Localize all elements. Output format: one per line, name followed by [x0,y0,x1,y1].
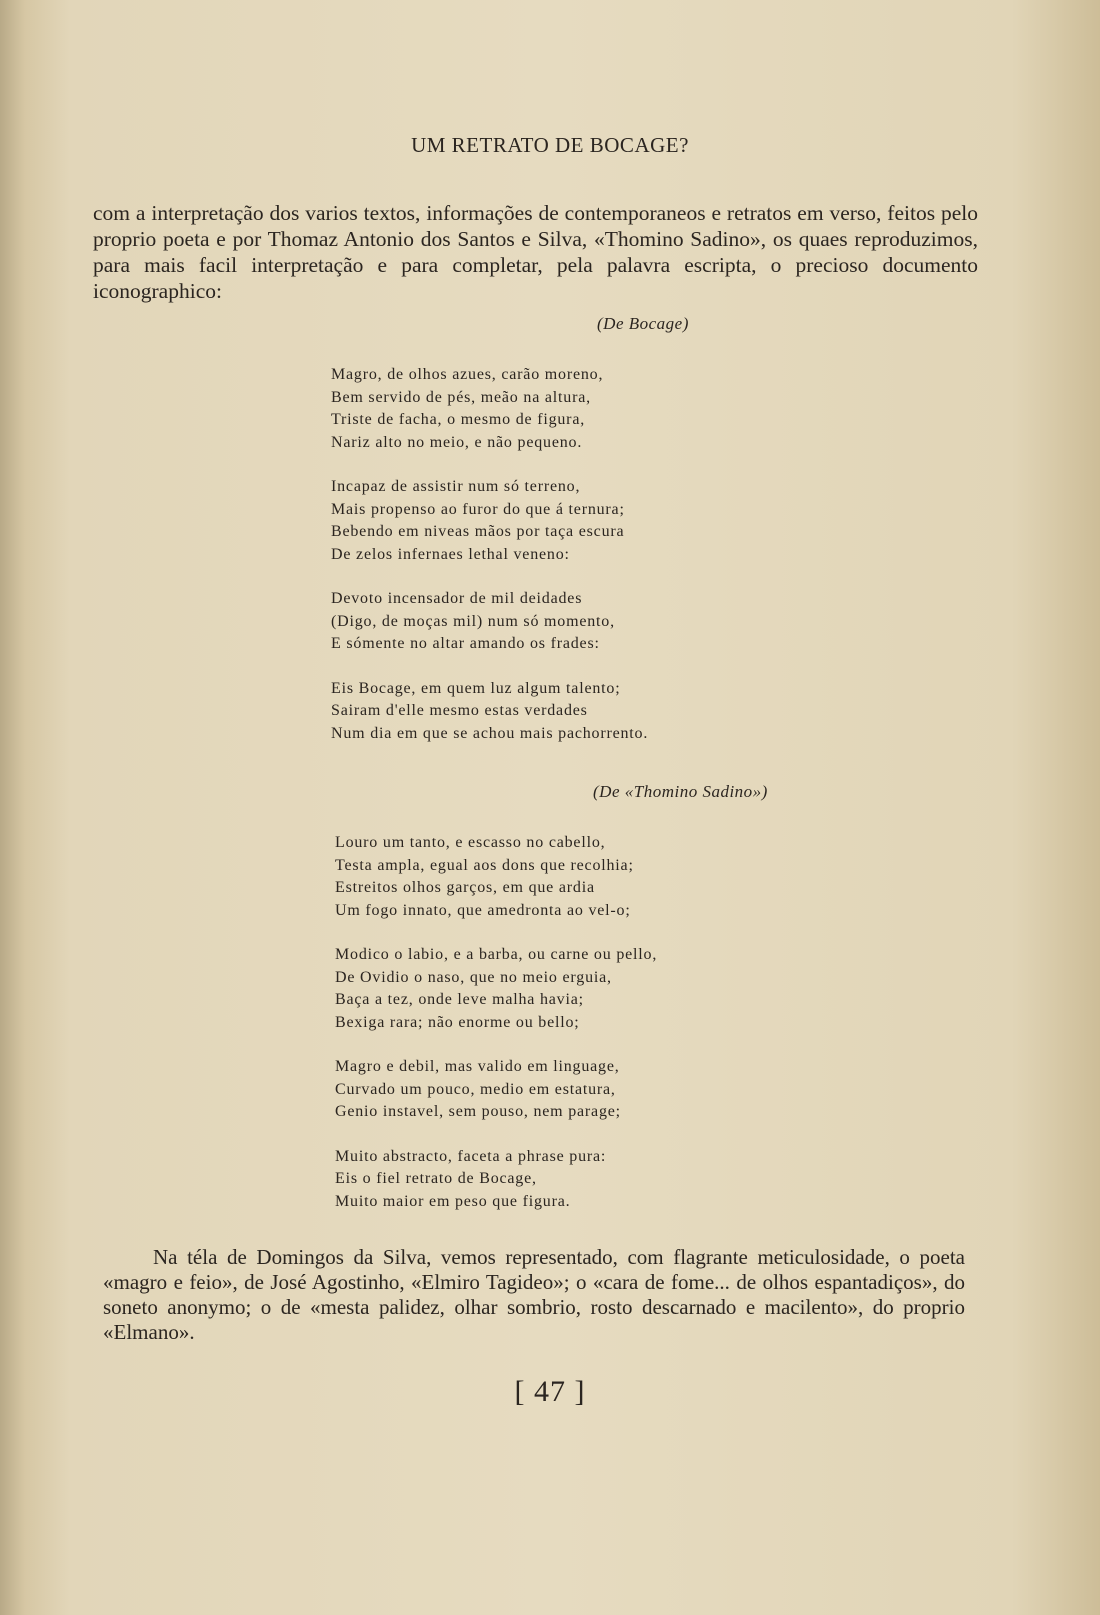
verse-line: E sómente no altar amando os frades: [331,635,600,652]
verse-line: Genio instavel, sem pouso, nem parage; [335,1103,621,1120]
verse-line: Muito maior em peso que figura. [335,1192,571,1210]
verse-line: Incapaz de assistir num só terreno, [331,478,581,495]
verse-line: Magro, de olhos azues, carão moreno, [331,366,604,383]
intro-paragraph [93,200,978,304]
verse-line: Baça a tez, onde leve malha havia; [335,991,584,1008]
verse-line: De Ovidio o naso, que no meio erguia, [335,968,612,986]
verse-line: Magro e debil, mas valido em linguage, [335,1058,620,1075]
verse-line: De zelos infernaes lethal veneno: [331,545,570,563]
page-number: [ 47 ] [514,1375,586,1408]
stanza [335,1146,657,1214]
poem-de-bocage [331,364,648,767]
intro-text: com a interpretação dos varios textos, informações de contemporaneos e retratos em verso, feitos pelo proprio poeta e por Thomaz Antonio dos Santos e Silva, «Thomino Sadino», os quaes reproduzimos, para mais facil interpretação e para completar, pela palavra escripta, o precioso documento iconographico: [93,201,978,303]
verse-line: Devoto incensador de mil deidades [331,590,583,607]
verse-line: Nariz alto no meio, e não pequeno. [331,433,583,451]
poem-attribution: (De Bocage) [597,314,689,333]
verse-line: Eis o fiel retrato de Bocage, [335,1170,537,1187]
stanza [331,678,648,746]
verse-line: Modico o labio, e a barba, ou carne ou pello, [335,946,658,963]
verse-line: Eis Bocage, em quem luz algum talento; [331,679,621,697]
poem-attribution: (De «Thomino Sadino») [593,782,768,801]
stanza [335,832,657,922]
stanza [331,476,648,566]
verse-line: Curvado um pouco, medio em estatura, [335,1080,616,1098]
verse-line: Bebendo em niveas mãos por taça escura [331,523,625,540]
stanza [335,1056,657,1124]
verse-line: Testa ampla, egual aos dons que recolhia; [335,856,634,874]
verse-line: Num dia em que se achou mais pachorrento. [331,724,649,742]
verse-line: Estreitos olhos garços, em que ardia [335,879,595,896]
verse-line: Mais propenso ao furor do que á ternura; [331,500,625,518]
verse-line: Muito abstracto, faceta a phrase pura: [335,1147,607,1165]
verse-line: Um fogo innato, que amedronta ao vel-o; [335,901,631,919]
verse-line: Louro um tanto, e escasso no cabello, [335,834,606,851]
verse-line: Triste de facha, o mesmo de figura, [331,411,586,428]
verse-line: Sairam d'elle mesmo estas verdades [331,702,588,719]
poem-de-thomino-sadino [335,832,657,1235]
verse-line: (Digo, de moças mil) num só momento, [331,612,615,630]
stanza [331,364,648,454]
stanza [331,588,648,656]
stanza [335,944,657,1034]
verse-line: Bexiga rara; não enorme ou bello; [335,1013,580,1031]
verse-line: Bem servido de pés, meão na altura, [331,388,591,406]
running-head: UM RETRATO DE BOCAGE? [411,133,689,157]
closing-paragraph: Na téla de Domingos da Silva, vemos representado, com flagrante meticulosidade, o poeta «magro e feio», de José Agostinho, «Elmiro Tagideo»; o «cara de fome... de olhos espantadiços», do soneto anonymo; o de «mesta palidez, olhar sombrio, rosto descarnado e macilento», do proprio «Elmano». [103,1245,965,1344]
